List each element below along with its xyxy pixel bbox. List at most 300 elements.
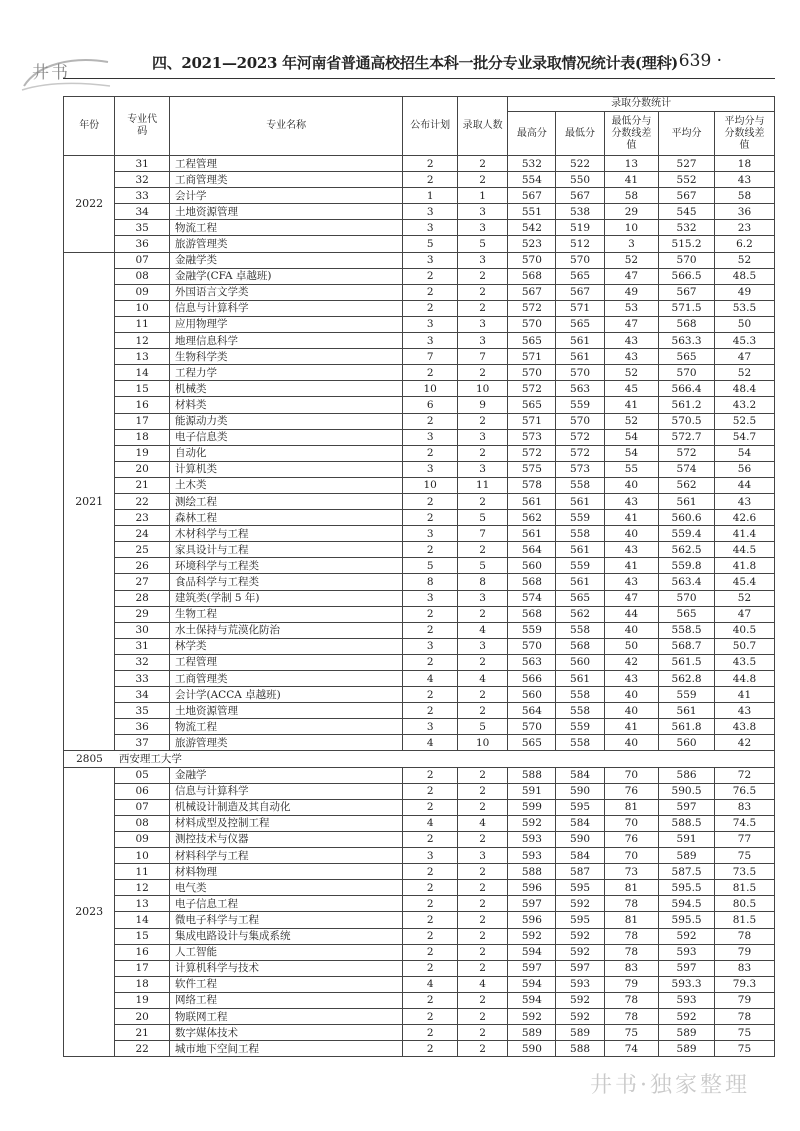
cell-max: 588 (508, 767, 556, 783)
cell-max: 564 (508, 542, 556, 558)
table-row (64, 493, 775, 509)
table-row (64, 333, 775, 349)
cell-plan: 4 (403, 815, 458, 831)
cell-min-diff: 43 (604, 574, 659, 590)
table-row (64, 1025, 775, 1041)
cell-code: 23 (115, 510, 170, 526)
cell-admitted: 5 (457, 510, 507, 526)
cell-min: 595 (556, 880, 604, 896)
cell-admitted: 2 (457, 912, 507, 928)
cell-admitted: 2 (457, 944, 507, 960)
cell-name: 工商管理类 (169, 172, 402, 188)
cell-avg-diff: 43.2 (714, 397, 774, 413)
cell-avg-diff: 75 (714, 1025, 774, 1041)
table-row (64, 912, 775, 928)
cell-min-diff: 40 (604, 703, 659, 719)
cell-avg-diff: 52 (714, 252, 774, 268)
cell-avg: 558.5 (659, 622, 715, 638)
cell-min: 592 (556, 992, 604, 1008)
cell-name: 旅游管理类 (169, 735, 402, 751)
table-row (64, 848, 775, 864)
cell-avg: 561.2 (659, 397, 715, 413)
cell-name: 数字媒体技术 (169, 1025, 402, 1041)
cell-max: 592 (508, 1008, 556, 1024)
cell-avg-diff: 6.2 (714, 236, 774, 252)
cell-min-diff: 83 (604, 960, 659, 976)
cell-plan: 5 (403, 558, 458, 574)
cell-min: 522 (556, 156, 604, 172)
cell-name: 测控技术与仪器 (169, 831, 402, 847)
cell-max: 571 (508, 413, 556, 429)
cell-avg-diff: 45.3 (714, 333, 774, 349)
cell-max: 589 (508, 1025, 556, 1041)
cell-code: 07 (115, 799, 170, 815)
cell-code: 06 (115, 783, 170, 799)
cell-avg-diff: 42 (714, 735, 774, 751)
cell-plan: 2 (403, 300, 458, 316)
col-header-max: 最高分 (508, 112, 556, 156)
cell-max: 596 (508, 880, 556, 896)
cell-name: 家具设计与工程 (169, 542, 402, 558)
cell-avg-diff: 43 (714, 172, 774, 188)
table-row (64, 622, 775, 638)
cell-min: 593 (556, 976, 604, 992)
cell-avg: 559 (659, 687, 715, 703)
col-header-avg-diff: 平均分与分数线差值 (714, 112, 774, 156)
cell-name: 软件工程 (169, 976, 402, 992)
cell-code: 21 (115, 477, 170, 493)
table-row (64, 526, 775, 542)
cell-max: 551 (508, 204, 556, 220)
cell-code: 14 (115, 365, 170, 381)
cell-plan: 3 (403, 316, 458, 332)
cell-min-diff: 81 (604, 799, 659, 815)
cell-min: 597 (556, 960, 604, 976)
cell-admitted: 2 (457, 864, 507, 880)
cell-avg-diff: 43 (714, 703, 774, 719)
cell-code: 22 (115, 1041, 170, 1057)
cell-max: 573 (508, 429, 556, 445)
cell-min: 559 (556, 397, 604, 413)
cell-name: 材料类 (169, 397, 402, 413)
year-cell: 2023 (64, 767, 115, 1057)
cell-name: 地理信息科学 (169, 333, 402, 349)
cell-code: 19 (115, 992, 170, 1008)
cell-avg: 562 (659, 477, 715, 493)
cell-name: 外国语言文学类 (169, 284, 402, 300)
cell-avg: 568 (659, 316, 715, 332)
header-rule (63, 78, 775, 79)
cell-name: 土地资源管理 (169, 703, 402, 719)
cell-code: 11 (115, 316, 170, 332)
publisher-logo-text: 井书 (32, 63, 70, 83)
cell-code: 20 (115, 1008, 170, 1024)
cell-name: 机械类 (169, 381, 402, 397)
school-name: 西安理工大学 (115, 751, 775, 767)
cell-plan: 3 (403, 719, 458, 735)
cell-avg: 570 (659, 590, 715, 606)
cell-min: 550 (556, 172, 604, 188)
cell-max: 554 (508, 172, 556, 188)
cell-min-diff: 76 (604, 783, 659, 799)
cell-avg: 561 (659, 703, 715, 719)
cell-avg-diff: 77 (714, 831, 774, 847)
cell-avg-diff: 44.5 (714, 542, 774, 558)
table-row (64, 896, 775, 912)
cell-avg-diff: 47 (714, 349, 774, 365)
cell-min: 584 (556, 815, 604, 831)
cell-plan: 2 (403, 799, 458, 815)
cell-avg: 588.5 (659, 815, 715, 831)
cell-plan: 3 (403, 252, 458, 268)
cell-code: 16 (115, 944, 170, 960)
cell-name: 森林工程 (169, 510, 402, 526)
cell-avg: 590.5 (659, 783, 715, 799)
cell-avg: 563.4 (659, 574, 715, 590)
cell-plan: 5 (403, 236, 458, 252)
col-header-code: 专业代码 (115, 97, 170, 156)
cell-plan: 2 (403, 606, 458, 622)
cell-plan: 1 (403, 188, 458, 204)
cell-admitted: 2 (457, 172, 507, 188)
cell-min-diff: 41 (604, 719, 659, 735)
cell-avg: 559.8 (659, 558, 715, 574)
table-row (64, 172, 775, 188)
cell-plan: 2 (403, 445, 458, 461)
cell-code: 08 (115, 815, 170, 831)
cell-max: 591 (508, 783, 556, 799)
cell-plan: 3 (403, 638, 458, 654)
cell-plan: 2 (403, 831, 458, 847)
table-row (64, 204, 775, 220)
cell-name: 计算机类 (169, 461, 402, 477)
cell-admitted: 3 (457, 638, 507, 654)
cell-name: 机械设计制造及其自动化 (169, 799, 402, 815)
cell-min: 559 (556, 558, 604, 574)
cell-name: 金融学(CFA 卓越班) (169, 268, 402, 284)
year-cell: 2021 (64, 252, 115, 751)
cell-avg-diff: 52 (714, 590, 774, 606)
cell-min-diff: 78 (604, 928, 659, 944)
cell-min-diff: 47 (604, 268, 659, 284)
cell-code: 18 (115, 976, 170, 992)
cell-min: 561 (556, 542, 604, 558)
cell-min-diff: 49 (604, 284, 659, 300)
cell-name: 信息与计算科学 (169, 783, 402, 799)
cell-avg-diff: 76.5 (714, 783, 774, 799)
cell-avg: 562.8 (659, 671, 715, 687)
cell-min-diff: 78 (604, 992, 659, 1008)
cell-code: 25 (115, 542, 170, 558)
cell-avg-diff: 44 (714, 477, 774, 493)
cell-plan: 2 (403, 1041, 458, 1057)
cell-plan: 2 (403, 493, 458, 509)
cell-min: 565 (556, 316, 604, 332)
cell-max: 563 (508, 654, 556, 670)
cell-code: 12 (115, 333, 170, 349)
cell-max: 560 (508, 687, 556, 703)
cell-min: 584 (556, 848, 604, 864)
cell-admitted: 3 (457, 220, 507, 236)
cell-min-diff: 45 (604, 381, 659, 397)
cell-avg: 565 (659, 606, 715, 622)
cell-avg: 592 (659, 928, 715, 944)
school-row (64, 751, 775, 767)
cell-plan: 2 (403, 767, 458, 783)
cell-min: 568 (556, 638, 604, 654)
cell-min: 570 (556, 365, 604, 381)
table-row (64, 928, 775, 944)
cell-min: 561 (556, 574, 604, 590)
cell-avg-diff: 79.3 (714, 976, 774, 992)
cell-plan: 4 (403, 735, 458, 751)
table-row (64, 1008, 775, 1024)
cell-min-diff: 70 (604, 815, 659, 831)
cell-name: 测绘工程 (169, 493, 402, 509)
cell-admitted: 2 (457, 767, 507, 783)
cell-max: 592 (508, 815, 556, 831)
cell-min-diff: 78 (604, 944, 659, 960)
cell-min-diff: 41 (604, 558, 659, 574)
cell-avg-diff: 58 (714, 188, 774, 204)
cell-code: 07 (115, 252, 170, 268)
cell-name: 应用物理学 (169, 316, 402, 332)
cell-avg-diff: 44.8 (714, 671, 774, 687)
cell-min: 570 (556, 413, 604, 429)
cell-min-diff: 29 (604, 204, 659, 220)
cell-min: 558 (556, 735, 604, 751)
table-row (64, 590, 775, 606)
cell-max: 590 (508, 1041, 556, 1057)
cell-plan: 2 (403, 960, 458, 976)
cell-avg: 593.3 (659, 976, 715, 992)
cell-avg-diff: 52 (714, 365, 774, 381)
cell-min-diff: 76 (604, 831, 659, 847)
cell-name: 水土保持与荒漠化防治 (169, 622, 402, 638)
cell-admitted: 4 (457, 671, 507, 687)
cell-name: 网络工程 (169, 992, 402, 1008)
cell-avg: 589 (659, 848, 715, 864)
cell-name: 材料科学与工程 (169, 848, 402, 864)
cell-min: 595 (556, 912, 604, 928)
cell-min: 559 (556, 510, 604, 526)
cell-avg: 561.5 (659, 654, 715, 670)
cell-avg-diff: 56 (714, 461, 774, 477)
cell-code: 10 (115, 300, 170, 316)
cell-admitted: 2 (457, 413, 507, 429)
cell-name: 材料成型及控制工程 (169, 815, 402, 831)
cell-max: 559 (508, 622, 556, 638)
cell-plan: 2 (403, 654, 458, 670)
cell-avg-diff: 83 (714, 799, 774, 815)
cell-min: 558 (556, 703, 604, 719)
cell-avg-diff: 79 (714, 992, 774, 1008)
table-row (64, 300, 775, 316)
cell-min: 538 (556, 204, 604, 220)
cell-admitted: 2 (457, 542, 507, 558)
cell-admitted: 2 (457, 1041, 507, 1057)
table-row (64, 703, 775, 719)
cell-min: 592 (556, 944, 604, 960)
cell-min-diff: 74 (604, 1041, 659, 1057)
cell-code: 12 (115, 880, 170, 896)
cell-max: 564 (508, 703, 556, 719)
cell-name: 食品科学与工程类 (169, 574, 402, 590)
table-row (64, 992, 775, 1008)
cell-avg-diff: 80.5 (714, 896, 774, 912)
cell-avg: 589 (659, 1025, 715, 1041)
cell-min-diff: 52 (604, 365, 659, 381)
cell-avg: 572 (659, 445, 715, 461)
table-row (64, 413, 775, 429)
cell-admitted: 2 (457, 365, 507, 381)
cell-code: 32 (115, 654, 170, 670)
cell-avg: 565 (659, 349, 715, 365)
table-row (64, 976, 775, 992)
cell-plan: 2 (403, 783, 458, 799)
cell-min: 565 (556, 590, 604, 606)
cell-avg: 561 (659, 493, 715, 509)
cell-avg: 566.5 (659, 268, 715, 284)
cell-min-diff: 73 (604, 864, 659, 880)
cell-plan: 2 (403, 510, 458, 526)
table-row (64, 429, 775, 445)
cell-plan: 2 (403, 703, 458, 719)
cell-avg-diff: 41.8 (714, 558, 774, 574)
cell-admitted: 2 (457, 783, 507, 799)
cell-code: 19 (115, 445, 170, 461)
cell-min-diff: 50 (604, 638, 659, 654)
cell-max: 594 (508, 992, 556, 1008)
cell-max: 523 (508, 236, 556, 252)
cell-code: 13 (115, 349, 170, 365)
col-header-plan: 公布计划 (403, 97, 458, 156)
table-row (64, 960, 775, 976)
cell-avg-diff: 73.5 (714, 864, 774, 880)
cell-admitted: 11 (457, 477, 507, 493)
cell-avg-diff: 48.5 (714, 268, 774, 284)
table-row (64, 381, 775, 397)
cell-min-diff: 78 (604, 896, 659, 912)
cell-avg: 595.5 (659, 912, 715, 928)
table-row (64, 671, 775, 687)
cell-min-diff: 40 (604, 477, 659, 493)
cell-name: 物流工程 (169, 719, 402, 735)
cell-admitted: 2 (457, 493, 507, 509)
cell-plan: 3 (403, 333, 458, 349)
cell-name: 人工智能 (169, 944, 402, 960)
cell-min-diff: 53 (604, 300, 659, 316)
cell-name: 计算机科学与技术 (169, 960, 402, 976)
cell-name: 集成电路设计与集成系统 (169, 928, 402, 944)
cell-min-diff: 79 (604, 976, 659, 992)
cell-code: 36 (115, 236, 170, 252)
cell-avg-diff: 50 (714, 316, 774, 332)
cell-max: 561 (508, 493, 556, 509)
cell-admitted: 3 (457, 252, 507, 268)
cell-max: 565 (508, 735, 556, 751)
cell-avg-diff: 81.5 (714, 880, 774, 896)
cell-name: 土木类 (169, 477, 402, 493)
cell-admitted: 3 (457, 461, 507, 477)
cell-min: 561 (556, 349, 604, 365)
col-header-min: 最低分 (556, 112, 604, 156)
table-row (64, 445, 775, 461)
cell-max: 542 (508, 220, 556, 236)
cell-admitted: 5 (457, 236, 507, 252)
cell-plan: 2 (403, 1008, 458, 1024)
cell-code: 34 (115, 687, 170, 703)
cell-name: 电子信息工程 (169, 896, 402, 912)
cell-name: 信息与计算科学 (169, 300, 402, 316)
cell-avg: 593 (659, 992, 715, 1008)
cell-admitted: 1 (457, 188, 507, 204)
cell-admitted: 10 (457, 735, 507, 751)
cell-avg: 515.2 (659, 236, 715, 252)
table-row (64, 477, 775, 493)
cell-avg-diff: 49 (714, 284, 774, 300)
year-cell: 2022 (64, 156, 115, 253)
cell-min-diff: 70 (604, 767, 659, 783)
table-row (64, 783, 775, 799)
cell-admitted: 2 (457, 928, 507, 944)
table-row (64, 188, 775, 204)
table-row (64, 735, 775, 751)
cell-plan: 2 (403, 622, 458, 638)
cell-avg: 597 (659, 960, 715, 976)
cell-min: 570 (556, 252, 604, 268)
cell-min: 589 (556, 1025, 604, 1041)
cell-code: 17 (115, 960, 170, 976)
cell-min: 561 (556, 333, 604, 349)
cell-admitted: 5 (457, 558, 507, 574)
cell-min-diff: 42 (604, 654, 659, 670)
col-header-min-diff: 最低分与分数线差值 (604, 112, 659, 156)
cell-min: 592 (556, 896, 604, 912)
cell-avg-diff: 75 (714, 848, 774, 864)
cell-name: 建筑类(学制 5 年) (169, 590, 402, 606)
cell-max: 597 (508, 960, 556, 976)
cell-avg-diff: 47 (714, 606, 774, 622)
cell-name: 林学类 (169, 638, 402, 654)
cell-name: 自动化 (169, 445, 402, 461)
cell-avg: 574 (659, 461, 715, 477)
cell-code: 08 (115, 268, 170, 284)
cell-code: 18 (115, 429, 170, 445)
cell-avg-diff: 78 (714, 928, 774, 944)
cell-name: 电子信息类 (169, 429, 402, 445)
cell-plan: 2 (403, 992, 458, 1008)
cell-min: 561 (556, 493, 604, 509)
cell-admitted: 10 (457, 381, 507, 397)
cell-name: 物流工程 (169, 220, 402, 236)
cell-admitted: 2 (457, 445, 507, 461)
cell-code: 32 (115, 172, 170, 188)
cell-code: 28 (115, 590, 170, 606)
cell-avg-diff: 42.6 (714, 510, 774, 526)
cell-min: 559 (556, 719, 604, 735)
cell-min: 573 (556, 461, 604, 477)
cell-avg-diff: 50.7 (714, 638, 774, 654)
table-row (64, 220, 775, 236)
cell-plan: 2 (403, 864, 458, 880)
table-row (64, 574, 775, 590)
table-row (64, 815, 775, 831)
cell-min-diff: 44 (604, 606, 659, 622)
cell-avg-diff: 40.5 (714, 622, 774, 638)
cell-avg-diff: 75 (714, 1041, 774, 1057)
cell-max: 597 (508, 896, 556, 912)
